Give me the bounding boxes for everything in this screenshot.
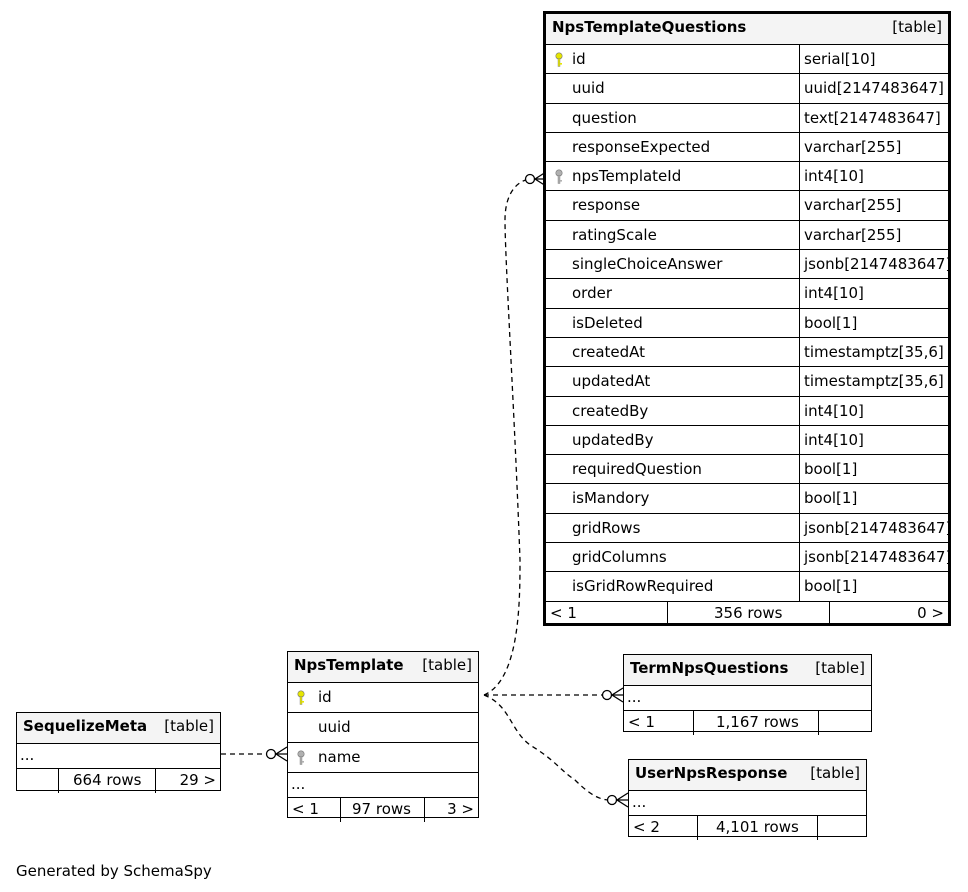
table-name: NpsTemplate <box>294 656 404 674</box>
column-name: gridColumns <box>572 548 667 567</box>
column-name-cell <box>546 45 800 73</box>
edge-npstemplate-to-questions <box>484 179 530 695</box>
column-list <box>546 45 952 602</box>
footer-rows <box>698 816 818 840</box>
column-row[interactable] <box>546 367 948 396</box>
column-name: question <box>572 108 637 127</box>
column-name-cell <box>546 133 800 161</box>
column-type: int4[10] <box>804 430 864 449</box>
column-row[interactable] <box>546 455 948 484</box>
column-name: uuid <box>572 79 605 98</box>
column-name-cell <box>546 74 800 102</box>
column-type: timestamptz[35,6] <box>804 342 944 361</box>
column-name-cell <box>546 338 800 366</box>
column-name-cell <box>546 426 800 454</box>
footer-rows <box>668 602 830 626</box>
footer-rows-label: 97 rows <box>352 800 411 818</box>
column-name-cell <box>546 514 800 542</box>
ellipsis-text: ... <box>627 688 642 706</box>
column-name: order <box>572 284 612 303</box>
edge-optional-marker <box>608 796 617 805</box>
column-name-cell <box>546 397 800 425</box>
footer-children-label: 3 > <box>447 800 474 818</box>
column-name-cell <box>546 162 800 190</box>
column-type: varchar[255] <box>804 196 902 215</box>
footer-rows <box>341 798 425 822</box>
column-name: responseExpected <box>572 137 711 156</box>
footer-children-label: 0 > <box>917 603 944 622</box>
table-kind: [table] <box>815 659 865 677</box>
column-type: int4[10] <box>804 401 864 420</box>
column-type: jsonb[2147483647] <box>804 255 952 274</box>
column-type: bool[1] <box>804 489 858 508</box>
column-row[interactable] <box>546 74 948 103</box>
column-row[interactable] <box>546 338 948 367</box>
table-name: TermNpsQuestions <box>630 659 789 677</box>
column-name: npsTemplateId <box>572 167 682 186</box>
footer-rows-label: 1,167 rows <box>716 713 799 731</box>
column-name-cell <box>546 191 800 219</box>
column-name-cell <box>546 279 800 307</box>
table-name: SequelizeMeta <box>23 717 148 735</box>
edge-npstemplate-to-response <box>484 695 610 800</box>
table-footer <box>546 602 948 626</box>
column-name: updatedAt <box>572 372 651 391</box>
column-name-cell <box>546 572 800 600</box>
ellipsis-text: ... <box>291 775 306 793</box>
footer-parents-label: < 2 <box>633 818 660 836</box>
table-footer <box>288 798 478 822</box>
column-list <box>288 683 478 773</box>
column-name: ratingScale <box>572 225 657 244</box>
column-type: varchar[255] <box>804 225 902 244</box>
foreign-key-icon <box>554 169 564 185</box>
column-name: name <box>318 748 361 766</box>
column-type: varchar[255] <box>804 137 902 156</box>
more-columns <box>288 773 478 798</box>
column-name: isMandory <box>572 489 650 508</box>
table-header <box>546 14 948 45</box>
table-sequelizemeta[interactable] <box>16 712 221 791</box>
footer-rows <box>694 711 819 735</box>
footer-rows-label: 664 rows <box>73 771 142 789</box>
footer-parents-label: < 1 <box>628 713 655 731</box>
column-row[interactable] <box>546 104 948 133</box>
column-name: id <box>572 50 586 68</box>
table-kind: [table] <box>164 717 214 735</box>
more-columns <box>629 791 866 816</box>
column-name-cell <box>546 250 800 278</box>
column-row[interactable] <box>546 162 948 191</box>
generator-credit: Generated by SchemaSpy <box>16 862 212 880</box>
column-row[interactable] <box>546 572 948 601</box>
table-header <box>17 713 220 744</box>
footer-children[interactable] <box>818 816 866 840</box>
footer-parents-label: < 1 <box>292 800 319 818</box>
column-row[interactable] <box>288 713 478 743</box>
ellipsis-text: ... <box>632 793 647 811</box>
footer-parents[interactable] <box>546 602 668 626</box>
footer-rows-label: 356 rows <box>714 603 783 622</box>
column-name: gridRows <box>572 518 641 537</box>
foreign-key-icon <box>296 750 306 766</box>
table-npstemplatequestions[interactable] <box>543 11 951 626</box>
edge-optional-marker <box>526 175 535 184</box>
column-row[interactable] <box>546 514 952 543</box>
column-name-cell <box>546 221 800 249</box>
more-columns <box>17 744 220 769</box>
column-type: int4[10] <box>804 284 864 303</box>
column-name: uuid <box>318 718 351 736</box>
column-name: updatedBy <box>572 430 654 449</box>
edge-crowfoot <box>617 793 628 807</box>
column-name: isDeleted <box>572 313 643 332</box>
footer-rows <box>59 769 156 793</box>
column-name-cell <box>546 104 800 132</box>
edge-optional-marker <box>267 750 276 759</box>
column-name-cell <box>546 543 800 571</box>
column-name-cell <box>546 484 800 512</box>
footer-parents[interactable] <box>624 711 694 735</box>
column-name-cell <box>546 455 800 483</box>
table-kind: [table] <box>892 18 942 36</box>
footer-children[interactable] <box>425 798 478 822</box>
column-type: uuid[2147483647] <box>804 79 944 98</box>
footer-children[interactable] <box>156 769 220 793</box>
column-name-cell <box>546 367 800 395</box>
footer-rows-label: 4,101 rows <box>716 818 799 836</box>
column-row[interactable] <box>288 683 478 713</box>
table-footer <box>17 769 220 793</box>
table-name: NpsTemplateQuestions <box>552 18 747 36</box>
column-type: text[2147483647] <box>804 108 941 127</box>
table-footer <box>624 711 871 735</box>
table-header <box>288 652 478 683</box>
column-type: bool[1] <box>804 313 858 332</box>
column-row[interactable] <box>546 484 948 513</box>
primary-key-icon <box>554 52 564 68</box>
ellipsis-text: ... <box>20 746 35 764</box>
edge-optional-marker <box>603 691 612 700</box>
primary-key-icon <box>296 690 306 706</box>
column-type: bool[1] <box>804 460 858 479</box>
column-name: createdBy <box>572 401 649 420</box>
column-name: createdAt <box>572 342 646 361</box>
column-name: singleChoiceAnswer <box>572 255 723 274</box>
footer-children[interactable] <box>830 602 948 626</box>
more-columns <box>624 686 871 711</box>
table-header <box>624 655 871 686</box>
column-row[interactable] <box>546 250 952 279</box>
table-termnpsquestions[interactable] <box>623 654 872 732</box>
column-row[interactable] <box>546 543 952 572</box>
column-name: requiredQuestion <box>572 460 702 479</box>
edge-crowfoot <box>276 747 287 761</box>
column-name-cell <box>546 309 800 337</box>
column-type: jsonb[2147483647] <box>804 548 952 567</box>
table-header <box>629 760 866 791</box>
column-type: int4[10] <box>804 167 864 186</box>
table-kind: [table] <box>810 764 860 782</box>
footer-parents[interactable] <box>288 798 341 822</box>
table-name: UserNpsResponse <box>635 764 788 782</box>
column-name: response <box>572 196 641 215</box>
column-row[interactable] <box>546 426 948 455</box>
footer-parents[interactable] <box>17 769 59 793</box>
edge-crowfoot <box>612 688 623 702</box>
footer-children-label: 29 > <box>179 771 216 789</box>
column-name: isGridRowRequired <box>572 577 714 596</box>
column-row[interactable] <box>288 743 478 773</box>
table-usernpsresponse[interactable] <box>628 759 867 837</box>
footer-children[interactable] <box>819 711 871 735</box>
column-type: bool[1] <box>804 577 858 596</box>
column-type: jsonb[2147483647] <box>804 518 952 537</box>
table-footer <box>629 816 866 840</box>
column-row[interactable] <box>546 279 948 308</box>
column-row[interactable] <box>546 133 948 162</box>
column-row[interactable] <box>546 221 948 250</box>
table-npstemplate[interactable] <box>287 651 479 818</box>
column-name: id <box>318 688 332 706</box>
column-row[interactable] <box>546 191 948 220</box>
footer-parents-label: < 1 <box>550 603 577 622</box>
column-row[interactable] <box>546 45 948 74</box>
column-type: timestamptz[35,6] <box>804 372 944 391</box>
column-type: serial[10] <box>804 50 876 68</box>
table-kind: [table] <box>422 656 472 674</box>
column-row[interactable] <box>546 397 948 426</box>
footer-parents[interactable] <box>629 816 698 840</box>
column-row[interactable] <box>546 309 948 338</box>
